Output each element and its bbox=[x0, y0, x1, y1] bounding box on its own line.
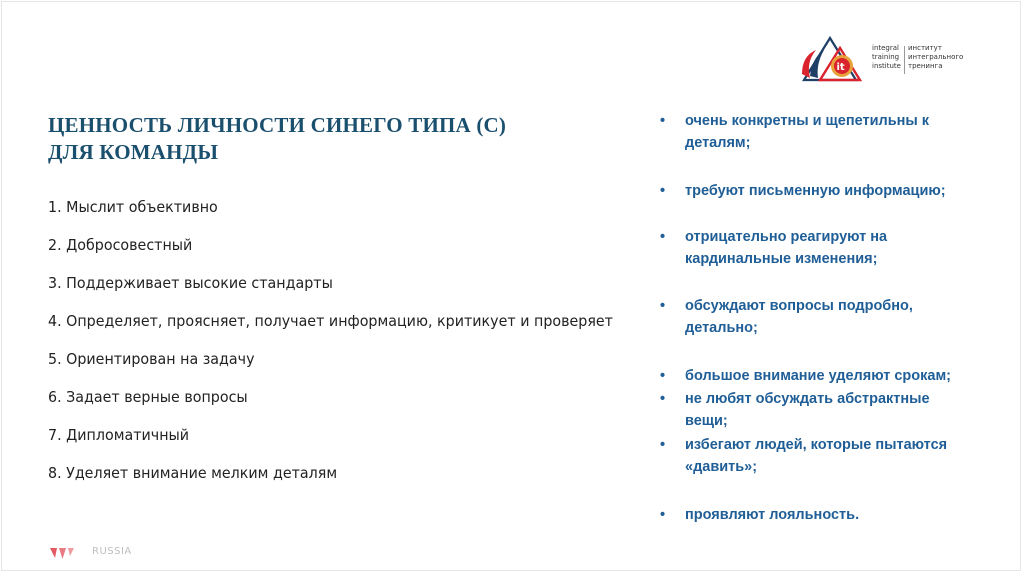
bullet-line: требуют письменную информацию; bbox=[685, 183, 946, 199]
bullet-line: деталям; bbox=[685, 135, 751, 151]
numbered-item: 1. Мыслит объективно bbox=[48, 198, 218, 216]
bullet-line: очень конкретны и щепетильны к bbox=[685, 113, 930, 129]
slide-title bbox=[48, 112, 608, 166]
bullet-line: обсуждают вопросы подробно, bbox=[685, 298, 913, 314]
bullet-dot: • bbox=[660, 507, 666, 523]
bullet-dot: • bbox=[660, 437, 666, 453]
numbered-item: 4. Определяет, проясняет, получает информацию, критикует и проверяет bbox=[48, 312, 613, 330]
slide-title-line-1: ЦЕННОСТЬ ЛИЧНОСТИ СИНЕГО ТИПА (С) bbox=[48, 113, 507, 137]
bullet-dot: • bbox=[660, 391, 666, 407]
numbered-item: 7. Дипломатичный bbox=[48, 426, 190, 444]
bullet-line: проявляют лояльность. bbox=[685, 507, 860, 523]
bullet-line: «давить»; bbox=[685, 459, 758, 475]
bullet-dot: • bbox=[660, 113, 666, 129]
logo-text-en bbox=[872, 44, 901, 71]
numbered-item: 6. Задает верные вопросы bbox=[48, 388, 248, 406]
numbered-item: 3. Поддерживает высокие стандарты bbox=[48, 274, 333, 292]
bullet-dot: • bbox=[660, 368, 666, 384]
logo-line-en-2: training bbox=[872, 53, 900, 61]
logo-line-ru-3: тренинга bbox=[908, 62, 943, 70]
logo-divider bbox=[904, 46, 905, 74]
svg-text:it: it bbox=[836, 62, 845, 73]
numbered-item: 5. Ориентирован на задачу bbox=[48, 350, 255, 368]
numbered-item: 8. Уделяет внимание мелким деталям bbox=[48, 464, 338, 482]
bullet-line: детально; bbox=[685, 320, 758, 336]
slide-title-line-2: ДЛЯ КОМАНДЫ bbox=[48, 140, 219, 164]
bullet-line: не любят обсуждать абстрактные bbox=[685, 391, 930, 407]
footer-logo-icon bbox=[50, 546, 74, 560]
bullet-line: вещи; bbox=[685, 413, 728, 429]
logo-line-en-1: integral bbox=[872, 44, 899, 52]
logo-line-ru-2: интегрального bbox=[908, 53, 964, 61]
bullet-line: избегают людей, которые пытаются bbox=[685, 437, 948, 453]
bullet-dot: • bbox=[660, 183, 666, 199]
bullet-dot: • bbox=[660, 298, 666, 314]
logo-line-ru-1: институт bbox=[908, 44, 942, 52]
logo-line-en-3: institute bbox=[872, 62, 901, 70]
bullet-line: большое внимание уделяют срокам; bbox=[685, 368, 952, 384]
bullet-line: отрицательно реагируют на bbox=[685, 229, 888, 245]
footer-text: RUSSIA bbox=[92, 546, 132, 557]
bullet-dot: • bbox=[660, 229, 666, 245]
numbered-item: 2. Добросовестный bbox=[48, 236, 193, 254]
bullet-line: кардинальные изменения; bbox=[685, 251, 878, 267]
logo-text-ru bbox=[908, 44, 963, 71]
